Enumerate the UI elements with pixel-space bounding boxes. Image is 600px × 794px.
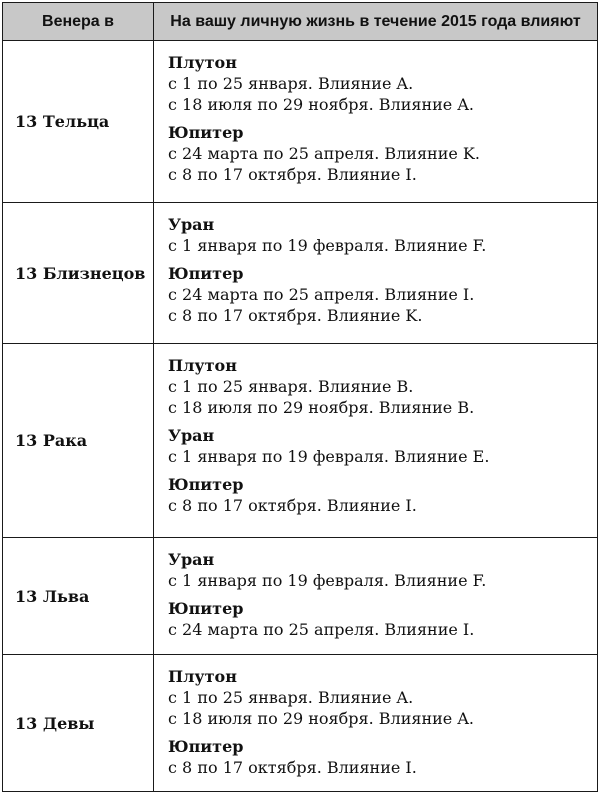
venus-sign-label: 13 Близнецов (3, 203, 154, 343)
venus-influence-table (2, 2, 598, 792)
venus-sign-label: 13 Девы (3, 655, 154, 791)
planet-name: Юпитер (168, 123, 244, 142)
venus-sign-label: 13 Льва (3, 538, 154, 654)
planet-block (168, 52, 597, 115)
influence-period: с 1 по 25 января. Влияние B. (168, 377, 414, 396)
planet-name: Юпитер (168, 475, 244, 494)
influence-period: с 8 по 17 октября. Влияние I. (168, 165, 417, 184)
planet-name: Плутон (168, 667, 237, 686)
table-row (3, 655, 597, 791)
planet-block (168, 263, 597, 326)
influence-period: с 24 марта по 25 апреля. Влияние I. (168, 285, 475, 304)
header-venus-in: Венера в (3, 3, 154, 40)
table-body (3, 41, 597, 791)
influence-cell (154, 538, 597, 654)
influence-period: с 8 по 17 октября. Влияние I. (168, 496, 417, 515)
planet-name: Юпитер (168, 737, 244, 756)
planet-block (168, 214, 597, 256)
table-row (3, 41, 597, 203)
planet-block (168, 474, 597, 516)
influence-period: с 1 по 25 января. Влияние A. (168, 74, 414, 93)
influence-cell (154, 41, 597, 202)
planet-block (168, 355, 597, 418)
planet-name: Юпитер (168, 599, 244, 618)
planet-block (168, 122, 597, 185)
influence-period: с 18 июля по 29 ноября. Влияние A. (168, 95, 474, 114)
header-influences: На вашу личную жизнь в течение 2015 года влияют (170, 12, 581, 30)
table-row (3, 538, 597, 655)
influence-period: с 1 января по 19 февраля. Влияние F. (168, 571, 487, 590)
planet-name: Плутон (168, 356, 237, 375)
influence-period: с 8 по 17 октября. Влияние I. (168, 758, 417, 777)
table-header (3, 3, 597, 41)
influence-cell (154, 655, 597, 791)
planet-name: Уран (168, 215, 215, 234)
venus-sign-label: 13 Тельца (3, 41, 154, 202)
planet-block (168, 598, 597, 640)
planet-name: Уран (168, 426, 215, 445)
influence-cell (154, 203, 597, 343)
planet-name: Уран (168, 550, 215, 569)
influence-period: с 24 марта по 25 апреля. Влияние K. (168, 144, 480, 163)
planet-block (168, 736, 597, 778)
influence-period: с 1 января по 19 февраля. Влияние F. (168, 236, 487, 255)
influence-period: с 8 по 17 октября. Влияние K. (168, 306, 423, 325)
planet-block (168, 425, 597, 467)
influence-period: с 18 июля по 29 ноября. Влияние B. (168, 398, 475, 417)
influence-period: с 24 марта по 25 апреля. Влияние I. (168, 620, 475, 639)
planet-name: Юпитер (168, 264, 244, 283)
table-row (3, 203, 597, 344)
planet-name: Плутон (168, 53, 237, 72)
planet-block (168, 549, 597, 591)
influence-period: с 1 января по 19 февраля. Влияние E. (168, 447, 490, 466)
influence-period: с 18 июля по 29 ноября. Влияние A. (168, 709, 474, 728)
table-row (3, 344, 597, 538)
influence-cell (154, 344, 597, 537)
influence-period: с 1 по 25 января. Влияние A. (168, 688, 414, 707)
planet-block (168, 666, 597, 729)
venus-sign-label: 13 Рака (3, 344, 154, 537)
